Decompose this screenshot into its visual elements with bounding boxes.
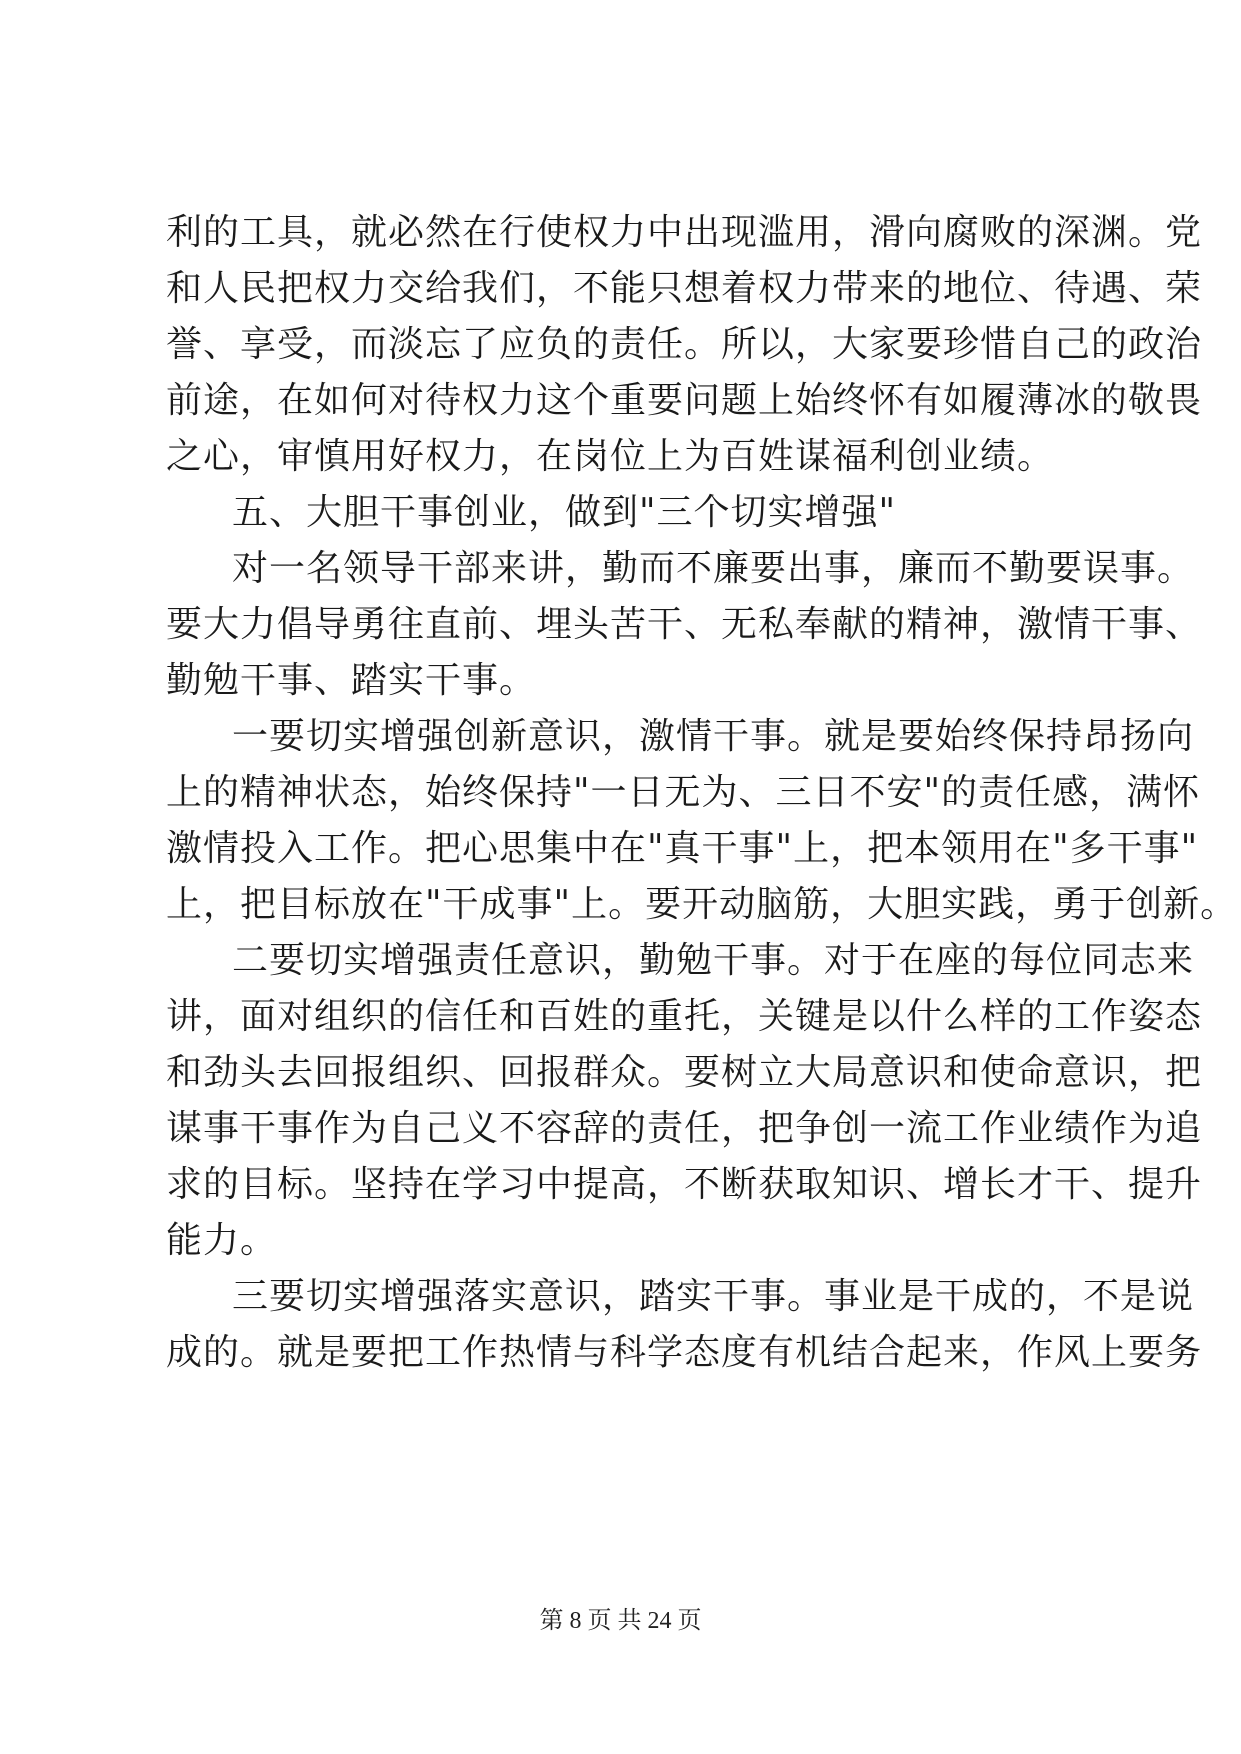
text-line: 利的工具，就必然在行使权力中出现滥用，滑向腐败的深渊。党 bbox=[166, 212, 1203, 253]
text-line: 之心，审慎用好权力，在岗位上为百姓谋福利创业绩。 bbox=[166, 436, 1055, 477]
text-line: 和人民把权力交给我们，不能只想着权力带来的地位、待遇、荣 bbox=[166, 268, 1203, 309]
text-line: 求的目标。坚持在学习中提高，不断获取知识、增长才干、提升 bbox=[166, 1164, 1203, 1205]
text-line: 成的。就是要把工作热情与科学态度有机结合起来，作风上要务 bbox=[166, 1332, 1203, 1373]
text-line: 三要切实增强落实意识，踏实干事。事业是干成的，不是说 bbox=[232, 1276, 1195, 1317]
text-line: 二要切实增强责任意识，勤勉干事。对于在座的每位同志来 bbox=[232, 940, 1195, 981]
text-line: 前途，在如何对待权力这个重要问题上始终怀有如履薄冰的敬畏 bbox=[166, 380, 1203, 421]
text-line: 上的精神状态，始终保持"一日无为、三日不安"的责任感，满怀 bbox=[166, 772, 1201, 813]
text-line: 讲，面对组织的信任和百姓的重托，关键是以什么样的工作姿态 bbox=[166, 996, 1203, 1037]
text-line: 誉、享受，而淡忘了应负的责任。所以，大家要珍惜自己的政治 bbox=[166, 324, 1203, 365]
text-line: 激情投入工作。把心思集中在"真干事"上，把本领用在"多干事" bbox=[166, 828, 1199, 869]
text-line: 能力。 bbox=[166, 1220, 278, 1261]
text-line: 勤勉干事、踏实干事。 bbox=[166, 660, 537, 701]
text-line: 上，把目标放在"干成事"上。要开动脑筋，大胆实践，勇于创新。 bbox=[166, 884, 1238, 925]
page-number: 第 8 页 共 24 页 bbox=[539, 1608, 702, 1634]
text-line: 谋事干事作为自己义不容辞的责任，把争创一流工作业绩作为追 bbox=[166, 1108, 1203, 1149]
text-line: 对一名领导干部来讲，勤而不廉要出事，廉而不勤要误事。 bbox=[232, 548, 1195, 589]
text-line: 要大力倡导勇往直前、埋头苦干、无私奉献的精神，激情干事、 bbox=[166, 604, 1203, 645]
text-line: 和劲头去回报组织、回报群众。要树立大局意识和使命意识，把 bbox=[166, 1052, 1203, 1093]
section-heading: 五、大胆干事创业，做到"三个切实增强" bbox=[232, 492, 897, 533]
text-line: 一要切实增强创新意识，激情干事。就是要始终保持昂扬向 bbox=[232, 716, 1195, 757]
